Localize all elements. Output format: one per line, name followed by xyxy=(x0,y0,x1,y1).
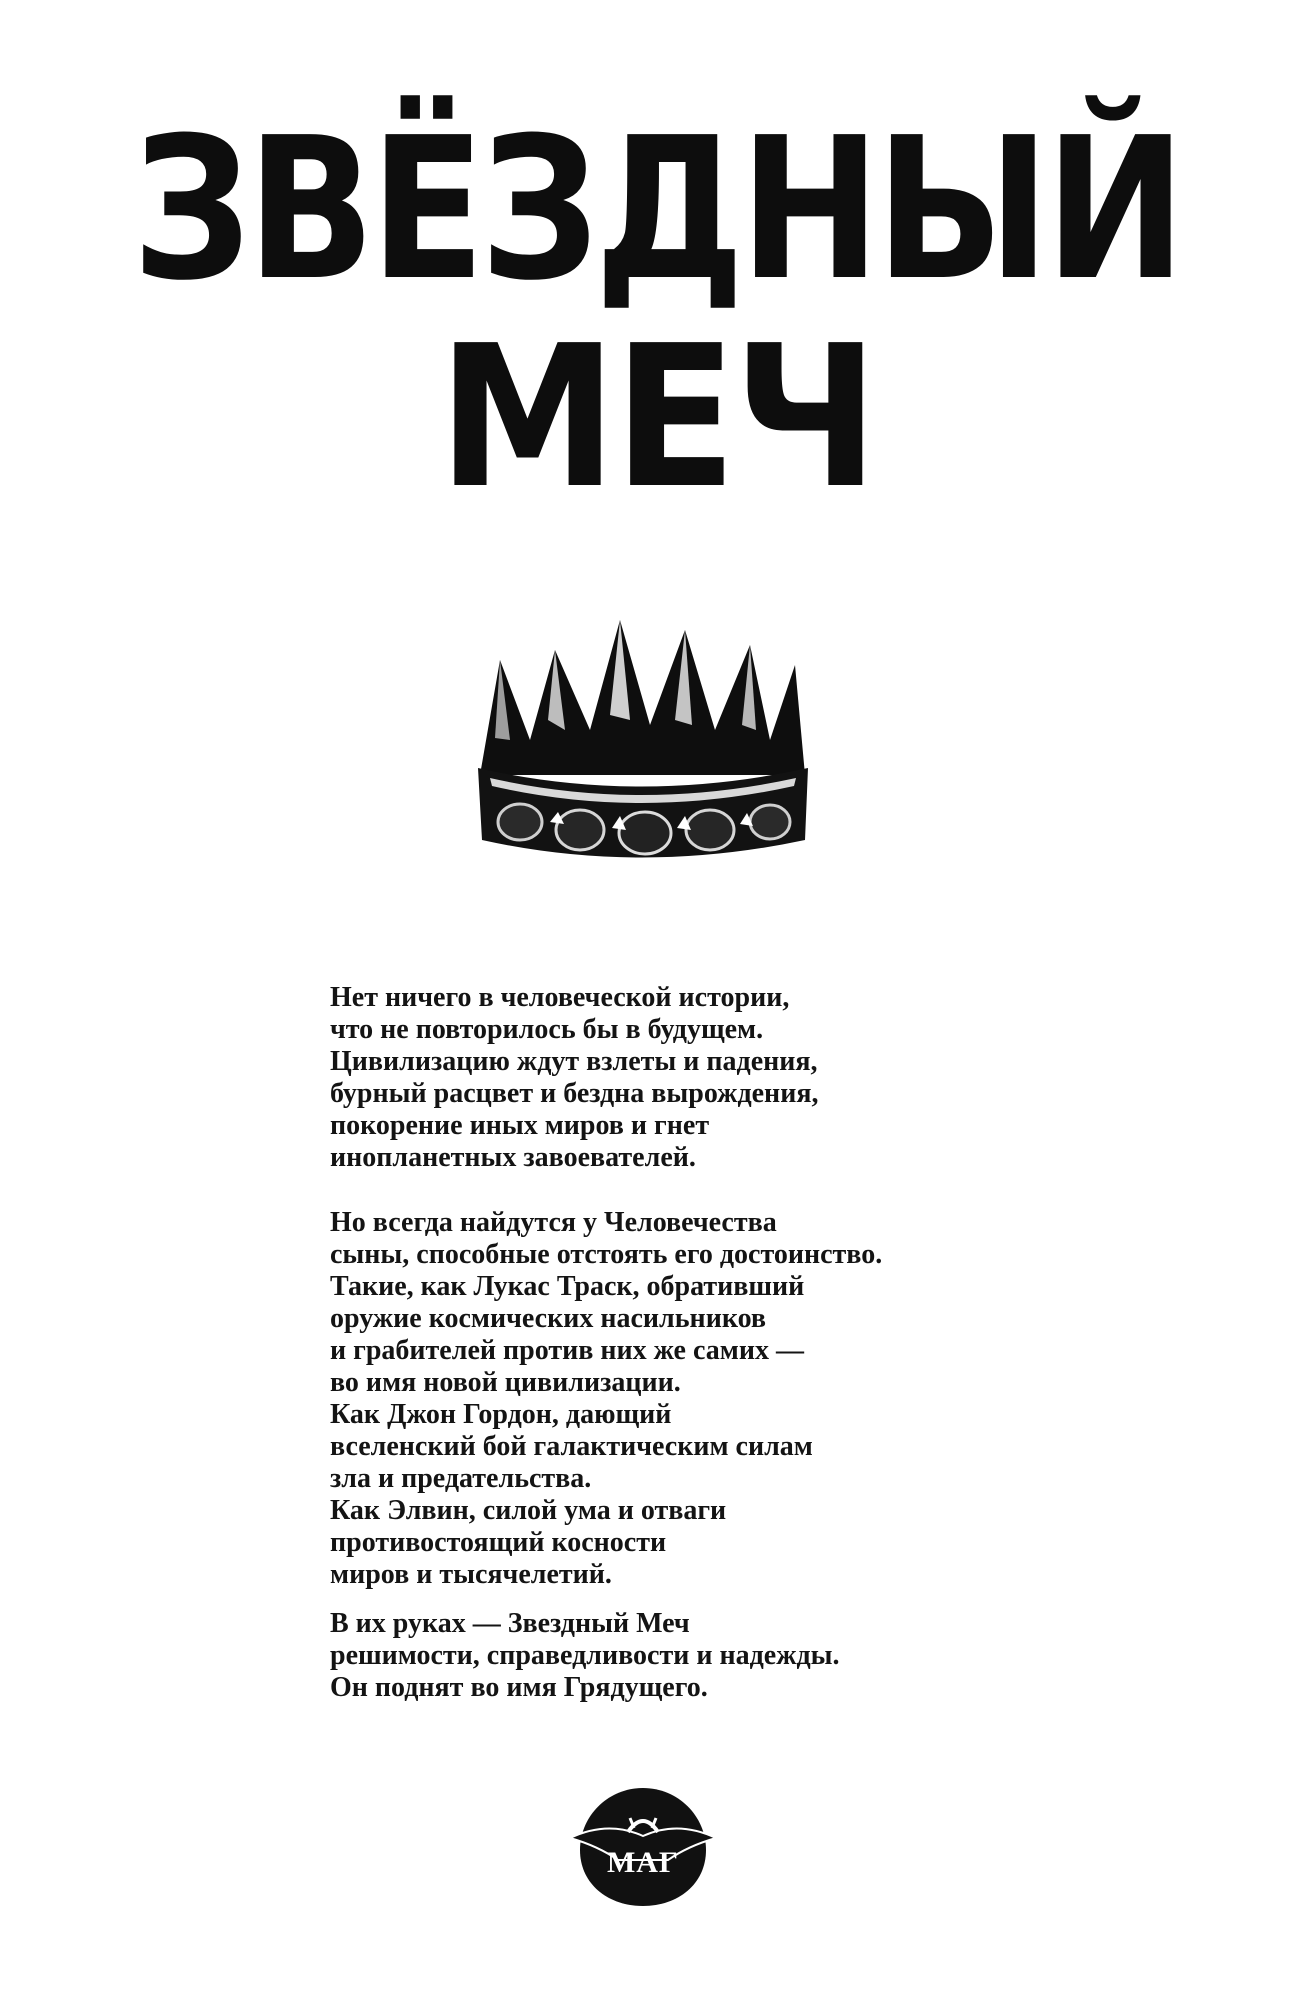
publisher-logo-icon xyxy=(568,1780,718,1910)
book-title-line-2: МЕЧ xyxy=(437,304,876,532)
publisher-logo-text: МАГ xyxy=(606,1846,680,1879)
crown-icon xyxy=(460,590,820,870)
intro-paragraph-1: Нет ничего в человеческой истории, что не повторилось бы в будущем. Цивилизацию ждут взлеты и падения, бурный расцвет и бездна вырождения, покорение иных миров и гнет инопланетных завоевателей. xyxy=(330,982,819,1173)
publisher-logo xyxy=(568,1780,718,1910)
intro-paragraph-2: Но всегда найдутся у Человечества сыны, способные отстоять его достоинство. Такие, как Лукас Траск, обративший оружие космических насильников и грабителей против них же самих — во имя новой цивилизации. Как Джон Гордон, дающий вселенский бой галактическим силам зла и предательства. Как Элвин, силой ума и отваги противостоящий косности миров и тысячелетий. xyxy=(330,1207,883,1590)
book-title-line-1: ЗВЁЗДНЫЙ xyxy=(132,96,1181,324)
intro-paragraph-3: В их руках — Звездный Меч решимости, справедливости и надежды. Он поднят во имя Грядущего. xyxy=(330,1608,840,1703)
